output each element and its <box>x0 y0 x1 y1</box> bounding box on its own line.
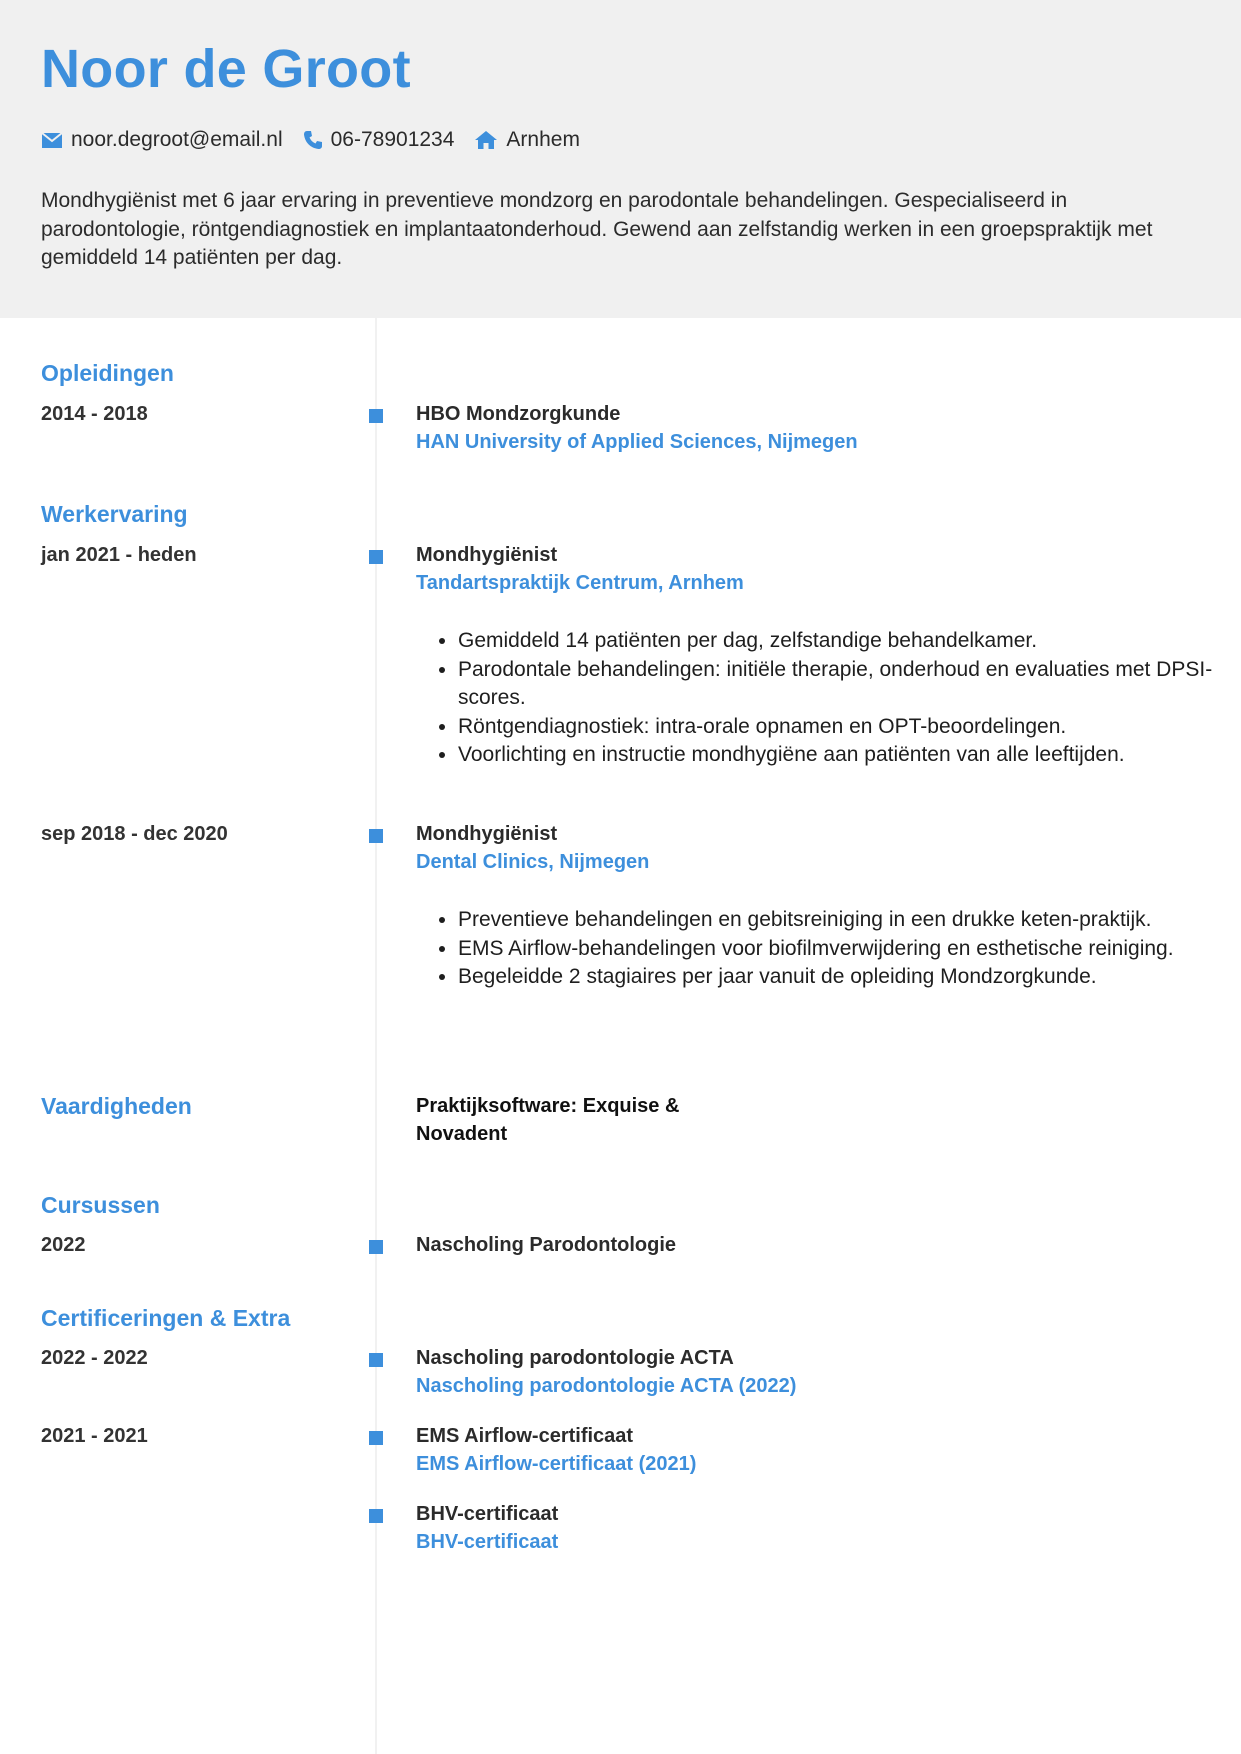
email-contact <box>41 128 283 152</box>
job-title: Mondhygiënist <box>416 544 558 566</box>
header-panel <box>0 0 1241 318</box>
certificate-date: 2022 - 2022 <box>41 1347 148 1369</box>
list-item: • Voorlichting en instructie mondhygiëne aan patiënten van alle leeftijden. <box>458 741 1241 770</box>
contact-info <box>41 128 600 152</box>
timeline-bullet <box>369 1509 383 1523</box>
list-item: • Preventieve behandelingen en gebitsreiniging in een drukke keten-praktijk. <box>458 906 1241 935</box>
certificate-detail: EMS Airflow-certificaat (2021) <box>416 1453 697 1475</box>
email-text[interactable]: noor.degroot@email.nl <box>71 128 283 151</box>
list-item: • Röntgendiagnostiek: intra-orale opnamen en OPT-beoordelingen. <box>458 713 1241 742</box>
job-employer: Dental Clinics, Nijmegen <box>416 851 650 873</box>
education-institution: HAN University of Applied Sciences, Nijmegen <box>416 431 858 453</box>
section-title-courses: Cursussen <box>41 1192 160 1218</box>
job-date: jan 2021 - heden <box>41 544 197 566</box>
timeline-bullet <box>369 409 383 423</box>
timeline-bullet <box>369 1431 383 1445</box>
timeline-bullet <box>369 1240 383 1254</box>
phone-contact <box>303 128 455 152</box>
education-date: 2014 - 2018 <box>41 403 148 425</box>
job-title: Mondhygiënist <box>416 823 558 845</box>
job-date: sep 2018 - dec 2020 <box>41 823 228 845</box>
job-employer: Tandartspraktijk Centrum, Arnhem <box>416 572 744 594</box>
section-title-skills: Vaardigheden <box>41 1093 192 1119</box>
section-title-experience: Werkervaring <box>41 501 188 527</box>
timeline-bullet <box>369 550 383 564</box>
section-title-education: Opleidingen <box>41 360 174 386</box>
skill-item: Praktijksoftware: Exquise & Novadent <box>416 1095 680 1145</box>
job-responsibilities <box>416 627 1241 770</box>
phone-text[interactable]: 06-78901234 <box>330 128 455 151</box>
list-item: • Gemiddeld 14 patiënten per dag, zelfstandige behandelkamer. <box>458 627 1241 656</box>
profile-summary: Mondhygiënist met 6 jaar ervaring in preventieve mondzorg en parodontale behandelingen. Gespecialiseerd in parodontologie, röntgendiagnostiek en implantaatonderhoud. Gewend aan zelfstandig werken in een groepspraktijk met gemiddeld 14 patiënten per dag. <box>41 189 1153 269</box>
candidate-name: Noor de Groot <box>41 39 411 99</box>
list-item: • EMS Airflow-behandelingen voor biofilmverwijdering en esthetische reiniging. <box>458 935 1241 964</box>
certificate-title: BHV-certificaat <box>416 1503 559 1525</box>
section-title-certifications: Certificeringen & Extra <box>41 1305 291 1331</box>
course-date: 2022 <box>41 1234 86 1256</box>
certificate-detail: Nascholing parodontologie ACTA (2022) <box>416 1375 797 1397</box>
list-item: • Begeleidde 2 stagiaires per jaar vanuit de opleiding Mondzorgkunde. <box>458 963 1241 992</box>
certificate-title: Nascholing parodontologie ACTA <box>416 1347 734 1369</box>
timeline-bullet <box>369 829 383 843</box>
certificate-title: EMS Airflow-certificaat <box>416 1425 634 1447</box>
certificate-date: 2021 - 2021 <box>41 1425 148 1447</box>
certificate-detail: BHV-certificaat <box>416 1531 559 1553</box>
envelope-icon <box>41 132 63 149</box>
timeline-bullet <box>369 1353 383 1367</box>
list-item: • Parodontale behandelingen: initiële therapie, onderhoud en evaluaties met DPSI-scores. <box>458 656 1241 713</box>
city-text: Arnhem <box>506 128 580 151</box>
home-icon <box>474 130 498 150</box>
education-degree: HBO Mondzorgkunde <box>416 403 621 425</box>
timeline-divider <box>375 318 377 1754</box>
city-contact <box>474 128 580 152</box>
phone-icon <box>303 130 323 150</box>
job-responsibilities <box>416 906 1241 992</box>
course-title: Nascholing Parodontologie <box>416 1234 677 1256</box>
